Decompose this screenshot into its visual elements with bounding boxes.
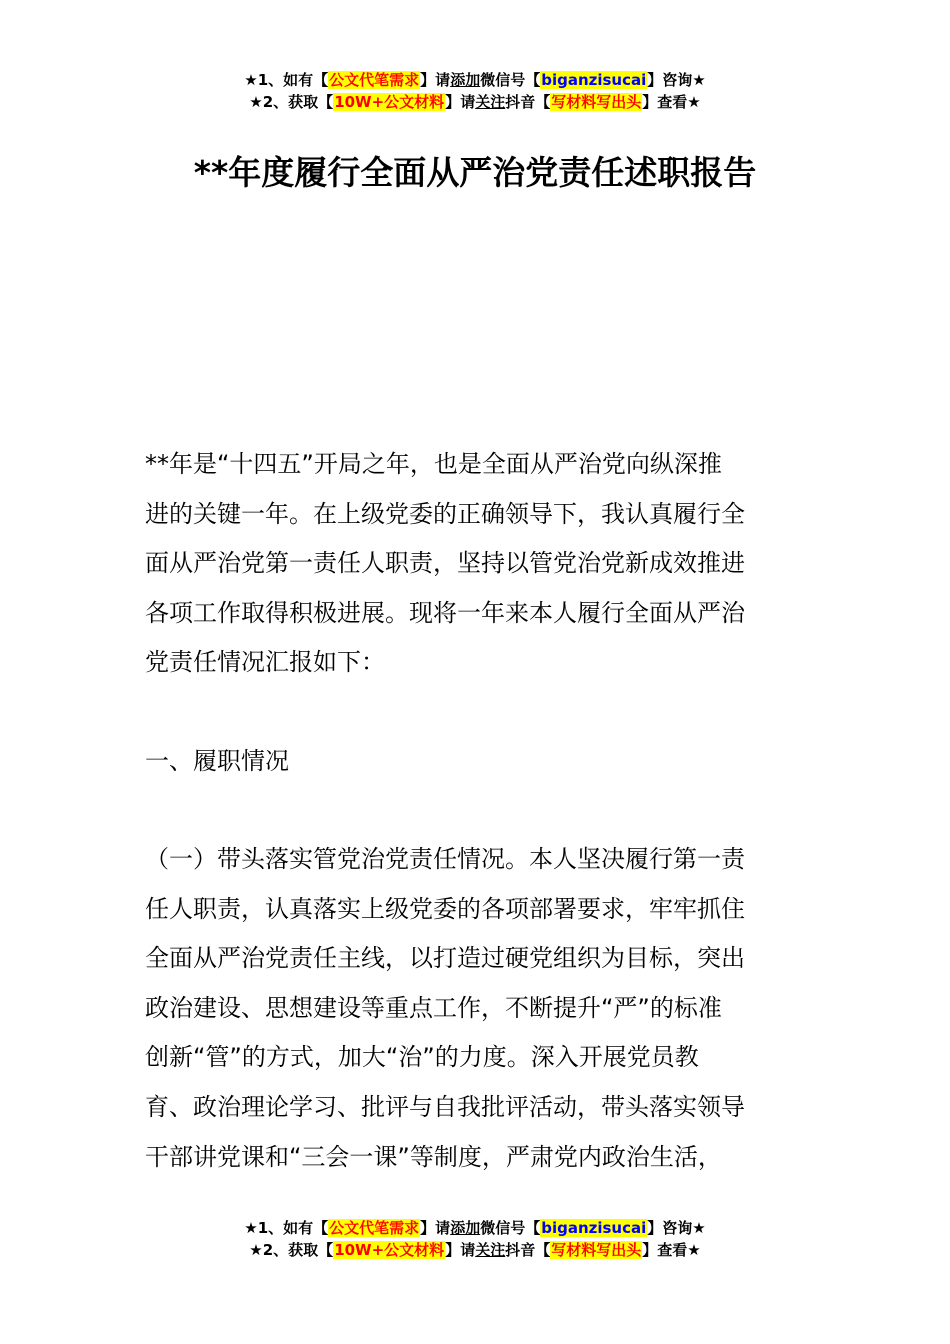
banner-text: 微信号【: [480, 71, 541, 89]
section-paragraph: [145, 835, 809, 1182]
paragraph-line: 党责任情况汇报如下：: [145, 648, 385, 677]
paragraph-line: 各项工作取得积极进展。现将一年来本人履行全面从严治: [145, 598, 745, 627]
banner-line-1: [0, 69, 950, 91]
banner-underline: 添加: [450, 71, 481, 89]
paragraph-line: （一）带头落实管党治党责任情况。本人坚决履行第一责: [145, 845, 745, 873]
banner-text: 】请: [445, 93, 476, 111]
banner-text: 】请: [420, 71, 451, 89]
page-title: **年度履行全面从严治党责任述职报告: [193, 153, 757, 192]
paragraph-line: 干部讲党课和“三会一课”等制度，严肃党内政治生活，: [145, 1142, 722, 1171]
banner-line-2: [0, 1239, 950, 1261]
banner-text: ★1、如有【: [244, 71, 329, 89]
banner-underline: 添加: [450, 1219, 481, 1237]
banner-text: 】查看★: [642, 1241, 701, 1259]
banner-highlight: 10W+公文材料: [334, 1241, 445, 1259]
paragraph-line: 政治建设、思想建设等重点工作，不断提升“严”的标准: [145, 993, 722, 1022]
banner-highlight: 写材料写出头: [551, 93, 642, 111]
banner-text: ★1、如有【: [244, 1219, 329, 1237]
banner-text: ★2、获取【: [249, 1241, 334, 1259]
paragraph-line: 进的关键一年。在上级党委的正确领导下，我认真履行全: [145, 499, 745, 528]
banner-text: 抖音【: [505, 93, 551, 111]
paragraph-line: **年是“十四五”开局之年，也是全面从严治党向纵深推: [145, 450, 722, 478]
banner-highlight: 公文代笔需求: [329, 1219, 420, 1237]
section-heading: [145, 737, 809, 787]
banner-line-1: [0, 1217, 950, 1239]
banner-wechat-id: biganzisucai: [541, 71, 647, 89]
banner-text: ★2、获取【: [249, 93, 334, 111]
banner-underline: 关注: [475, 1241, 506, 1259]
top-banner: [0, 69, 950, 113]
banner-wechat-id: biganzisucai: [541, 1219, 647, 1237]
bottom-banner: [0, 1217, 950, 1261]
paragraph-line: 育、政治理论学习、批评与自我批评活动，带头落实领导: [145, 1092, 745, 1121]
banner-text: 】咨询★: [647, 1219, 706, 1237]
banner-text: 】请: [445, 1241, 476, 1259]
section-heading-text: 一、履职情况: [145, 747, 289, 775]
banner-text: 抖音【: [505, 1241, 551, 1259]
banner-text: 】咨询★: [647, 71, 706, 89]
banner-text: 微信号【: [480, 1219, 541, 1237]
banner-highlight: 10W+公文材料: [334, 93, 445, 111]
intro-paragraph: [145, 440, 809, 688]
banner-highlight: 公文代笔需求: [329, 71, 420, 89]
banner-underline: 关注: [475, 93, 506, 111]
paragraph-line: 全面从严治党责任主线，以打造过硬党组织为目标，突出: [145, 944, 745, 973]
banner-text: 】查看★: [642, 93, 701, 111]
banner-highlight: 写材料写出头: [551, 1241, 642, 1259]
banner-line-2: [0, 91, 950, 113]
banner-text: 】请: [420, 1219, 451, 1237]
paragraph-line: 创新“管”的方式，加大“治”的力度。深入开展党员教: [145, 1043, 699, 1072]
paragraph-line: 面从严治党第一责任人职责，坚持以管党治党新成效推进: [145, 549, 745, 578]
paragraph-line: 任人职责，认真落实上级党委的各项部署要求，牢牢抓住: [145, 894, 745, 923]
